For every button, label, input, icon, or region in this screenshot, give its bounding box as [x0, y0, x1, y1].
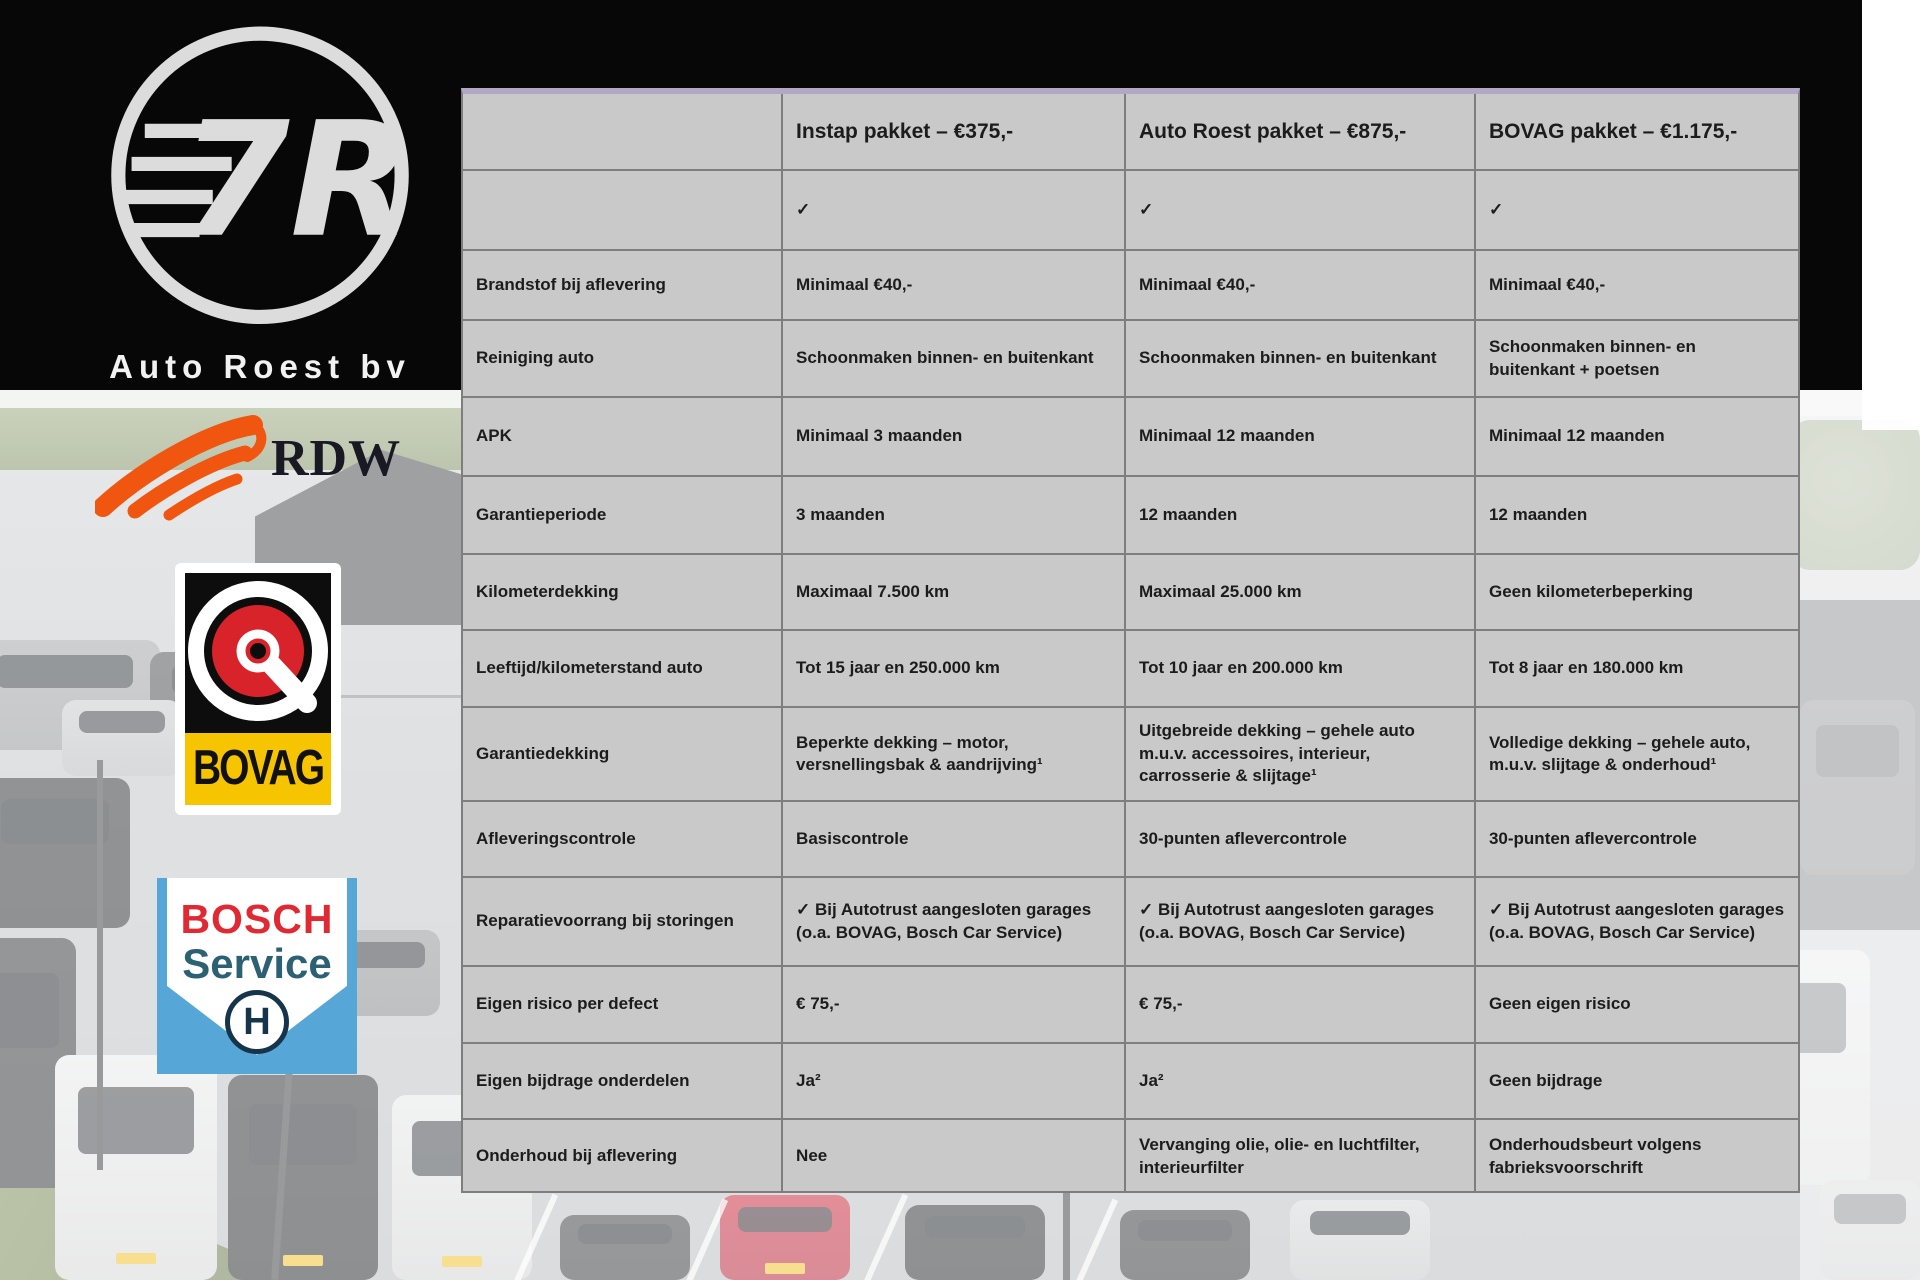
- bosch-wordmark: BOSCH: [180, 896, 334, 942]
- svg-text:7R: 7R: [179, 88, 413, 273]
- cell: Minimaal 12 maanden: [1126, 398, 1476, 477]
- cell: Minimaal 12 maanden: [1476, 398, 1798, 477]
- rdw-wordmark: RDW: [271, 430, 402, 487]
- table-row: [463, 708, 1798, 802]
- cell: Tot 10 jaar en 200.000 km: [1126, 631, 1476, 708]
- bovag-target-icon: [185, 573, 331, 733]
- rdw-logo: [95, 415, 425, 525]
- dealer-name: Auto Roest bv: [109, 348, 411, 385]
- table-row: [463, 94, 1798, 171]
- cell: Minimaal €40,-: [783, 251, 1126, 321]
- bosch-service-wordmark: Service: [182, 940, 332, 987]
- row-label: APK: [463, 398, 783, 477]
- table-row: [463, 555, 1798, 631]
- auto-roest-logo: [70, 10, 450, 390]
- cell: Ja²: [783, 1044, 1126, 1120]
- row-label: Eigen bijdrage onderdelen: [463, 1044, 783, 1120]
- cell: Tot 15 jaar en 250.000 km: [783, 631, 1126, 708]
- package-comparison-table: [461, 88, 1800, 1193]
- cell: Volledige dekking – gehele auto, m.u.v. slijtage & onderhoud¹: [1476, 708, 1798, 802]
- bovag-wordmark: BOVAG: [192, 741, 324, 796]
- cell: 3 maanden: [783, 477, 1126, 555]
- cell: Onderhoudsbeurt volgens fabrieksvoorschrift: [1488, 1135, 1702, 1177]
- cell: Geen eigen risico: [1476, 967, 1798, 1044]
- cell: ✓: [1476, 171, 1798, 251]
- cell: Minimaal €40,-: [1476, 251, 1798, 321]
- table-row: [463, 321, 1798, 398]
- table-row: [463, 171, 1798, 251]
- row-label: [463, 94, 783, 171]
- cell: Minimaal €40,-: [1126, 251, 1476, 321]
- bosch-armature-icon: H: [225, 990, 289, 1054]
- row-label: Garantiedekking: [463, 708, 783, 802]
- table-row: [463, 1044, 1798, 1120]
- row-label: Onderhoud bij aflevering: [463, 1120, 783, 1193]
- table-row: [463, 251, 1798, 321]
- photo-white-wash-right: [1800, 390, 1920, 1280]
- cell: 30-punten aflevercontrole: [1126, 802, 1476, 878]
- cell: Beperkte dekking – motor, versnellingsbak & aandrijving¹: [783, 708, 1126, 802]
- cell: Schoonmaken binnen- en buitenkant: [1126, 321, 1476, 398]
- row-label: Garantieperiode: [463, 477, 783, 555]
- cell: ✓: [783, 171, 1126, 251]
- row-label: Kilometerdekking: [463, 555, 783, 631]
- table-row: [463, 967, 1798, 1044]
- table-row: [463, 878, 1798, 967]
- column-header: Auto Roest pakket – €875,-: [1126, 94, 1476, 171]
- bosch-service-logo: [157, 878, 357, 1074]
- cell: Schoonmaken binnen- en buitenkant + poetsen: [1476, 321, 1798, 398]
- cell: ✓ Bij Autotrust aangesloten garages (o.a. BOVAG, Bosch Car Service): [1476, 878, 1798, 967]
- cell: 12 maanden: [1476, 477, 1798, 555]
- table-row: [463, 802, 1798, 878]
- table-row: [463, 1120, 1798, 1193]
- row-label: Eigen risico per defect: [463, 967, 783, 1044]
- cell: Tot 8 jaar en 180.000 km: [1476, 631, 1798, 708]
- cell: Maximaal 25.000 km: [1126, 555, 1476, 631]
- cell: Uitgebreide dekking – gehele auto m.u.v. accessoires, interieur, carrosserie & slijtage¹: [1126, 708, 1476, 802]
- cell: Geen bijdrage: [1476, 1044, 1798, 1120]
- row-label: Reparatievoorrang bij storingen: [463, 878, 783, 967]
- cell: Vervanging olie, olie- en luchtfilter, interieurfilter: [1126, 1120, 1476, 1193]
- bovag-logo: [175, 563, 341, 815]
- column-header: BOVAG pakket – €1.175,-: [1476, 94, 1798, 171]
- row-label: Afleveringscontrole: [463, 802, 783, 878]
- cell: ✓: [1126, 171, 1476, 251]
- top-right-fade: [1862, 0, 1920, 430]
- cell: ✓ Bij Autotrust aangesloten garages (o.a. BOVAG, Bosch Car Service): [1126, 878, 1476, 967]
- cell: 30-punten aflevercontrole: [1476, 802, 1798, 878]
- table-row: [463, 398, 1798, 477]
- auto-roest-monogram-icon: [70, 10, 450, 350]
- table-row: [463, 631, 1798, 708]
- column-header: Instap pakket – €375,-: [783, 94, 1126, 171]
- cell: Ja²: [1126, 1044, 1476, 1120]
- cell: € 75,-: [783, 967, 1126, 1044]
- cell: Geen kilometerbeperking: [1476, 555, 1798, 631]
- row-label: Reiniging auto: [463, 321, 783, 398]
- rdw-wing-icon: [95, 415, 270, 525]
- cell: € 75,-: [1126, 967, 1476, 1044]
- cell: Basiscontrole: [783, 802, 1126, 878]
- bovag-banner: [185, 733, 331, 805]
- cell: Maximaal 7.500 km: [783, 555, 1126, 631]
- cell: ✓ Bij Autotrust aangesloten garages (o.a. BOVAG, Bosch Car Service): [783, 878, 1126, 967]
- cell: Nee: [783, 1120, 1126, 1193]
- table-row: [463, 477, 1798, 555]
- cell: 12 maanden: [1126, 477, 1476, 555]
- row-label: Leeftijd/kilometerstand auto: [463, 631, 783, 708]
- bovag-emblem: [185, 573, 331, 733]
- cell: Minimaal 3 maanden: [783, 398, 1126, 477]
- row-label: [463, 171, 783, 251]
- cell: Schoonmaken binnen- en buitenkant: [783, 321, 1126, 398]
- row-label: Brandstof bij aflevering: [463, 251, 783, 321]
